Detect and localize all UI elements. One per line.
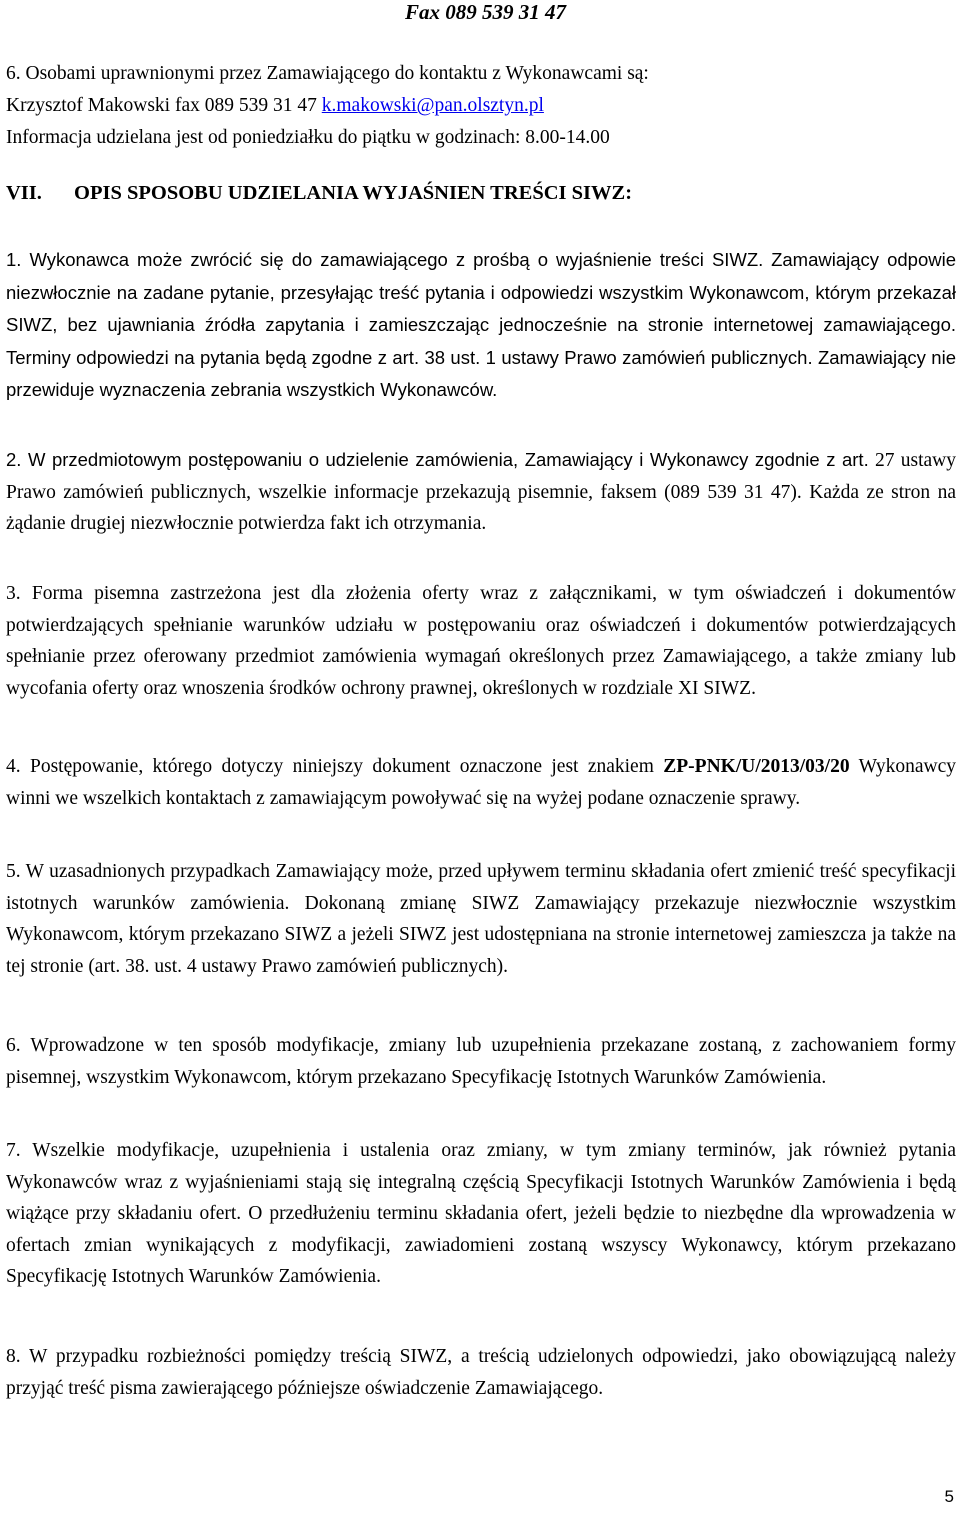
- paragraph-2-first: 2. W przedmiotowym postępowaniu o udzielenie zamówienia, Zamawiający i Wykonawcy zgodnie z art.: [6, 449, 869, 470]
- paragraph-5: 5. W uzasadnionych przypadkach Zamawiający może, przed upływem terminu składania ofert zmienić treść specyfikacji istotnych warunków zamówienia. Dokonaną zmianę SIWZ Zamawiający przekazuje niezwłocznie wszystkim Wykonawcom, którym przekazano SIWZ a jeżeli SIWZ jest udostępniana na stronie internetowej zamieszcza ja także na tej stronie (art. 38. ust. 4 ustawy Prawo zamówień publicznych).: [6, 861, 956, 977]
- paragraph-2: [6, 444, 956, 540]
- paragraph-3: 3. Forma pisemna zastrzeżona jest dla złożenia oferty wraz z załącznikami, w tym oświadczeń i dokumentów potwierdzających spełnianie warunków udziału w postępowaniu oraz oświadczeń i dokumentów potwierdzających spełnianie przez oferowany przedmiot zamówienia wymagań określonych przez Zamawiającego, a także zmiany lub wycofania oferty oraz wnoszenia środków ochrony prawnej, określonych w rozdziale XI SIWZ.: [6, 583, 956, 699]
- paragraph-1-third: Terminy odpowiedzi na pytania będą zgodne z art. 38 ust. 1 ustawy Prawo zamówień publicznych. Zamawiający nie przewiduje wyznaczenia zebrania wszystkich Wykonawców.: [6, 346, 956, 400]
- paragraph-1-second: Zamawiający odpowie niezwłocznie na zadane pytanie, przesyłając treść pytania i odpowiedzi wszystkim Wykonawcom, którym przekazał SIWZ, bez ujawniania źródła zapytania i zamieszczając jednocześnie na stronie internetowej zamawiającego.: [6, 249, 956, 335]
- paragraph-4-after: Wykonawcy winni we wszelkich kontaktach z zamawiającym powoływać się na wyżej podane oznaczenie sprawy.: [6, 756, 956, 809]
- paragraph-8: 8. W przypadku rozbieżności pomiędzy treścią SIWZ, a treścią udzielonych odpowiedzi, jako obowiązującą należy przyjąć treść pisma zawierającego późniejsze oświadczenie Zamawiającego.: [6, 1346, 956, 1399]
- page-number: 5: [944, 1487, 954, 1506]
- section-number: VII.: [6, 182, 42, 204]
- contact-email-link[interactable]: k.makowski@pan.olsztyn.pl: [321, 95, 544, 116]
- contact-person: [6, 90, 544, 122]
- paragraph-4-before: 4. Postępowanie, którego dotyczy niniejszy dokument oznaczone jest znakiem: [6, 756, 664, 777]
- paragraph-4: [6, 751, 956, 814]
- paragraph-2-second: 27 ustawy Prawo zamówień publicznych, wszelkie informacje przekazują pisemnie, faksem (089 539 31 47).: [6, 450, 956, 503]
- case-code: ZP-PNK/U/2013/03/20: [663, 756, 850, 777]
- section-title: OPIS SPOSOBU UDZIELANIA WYJAŚNIEN TREŚCI SIWZ:: [74, 182, 633, 204]
- contact-person-text: Krzysztof Makowski fax 089 539 31 47: [6, 95, 322, 116]
- section-heading: [6, 182, 632, 205]
- paragraph-1: [6, 244, 956, 407]
- contact-hours: Informacja udzielana jest od poniedziałku do piątku w godzinach: 8.00-14.00: [6, 127, 610, 148]
- header-fax: Fax 089 539 31 47: [404, 0, 566, 24]
- paragraph-1-first: 1. Wykonawca może zwrócić się do zamawiającego z prośbą o wyjaśnienie treści SIWZ.: [6, 249, 764, 270]
- contact-point: 6. Osobami uprawnionymi przez Zamawiającego do kontaktu z Wykonawcami są:: [6, 63, 649, 84]
- paragraph-6: 6. Wprowadzone w ten sposób modyfikacje, zmiany lub uzupełnienia przekazane zostaną, z zachowaniem formy pisemnej, wszystkim Wykonawcom, którym przekazano Specyfikację Istotnych Warunków Zamówienia.: [6, 1035, 956, 1088]
- paragraph-7: 7. Wszelkie modyfikacje, uzupełnienia i ustalenia oraz zmiany, w tym zmiany terminów, jak również pytania Wykonawców wraz z wyjaśnieniami stają się integralną częścią Specyfikacji Istotnych Warunków Zamówienia i będą wiążące przy składaniu ofert. O przedłużeniu terminu składania ofert, jeżeli będzie to niezbędne dla wprowadzenia w ofertach zmian wynikających z modyfikacji, zawiadomieni zostaną wszyscy Wykonawcy, którym przekazano Specyfikację Istotnych Warunków Zamówienia.: [6, 1140, 956, 1287]
- paragraph-2-third: Każda ze stron na żądanie drugiej niezwłocznie potwierdza fakt ich otrzymania.: [6, 481, 956, 534]
